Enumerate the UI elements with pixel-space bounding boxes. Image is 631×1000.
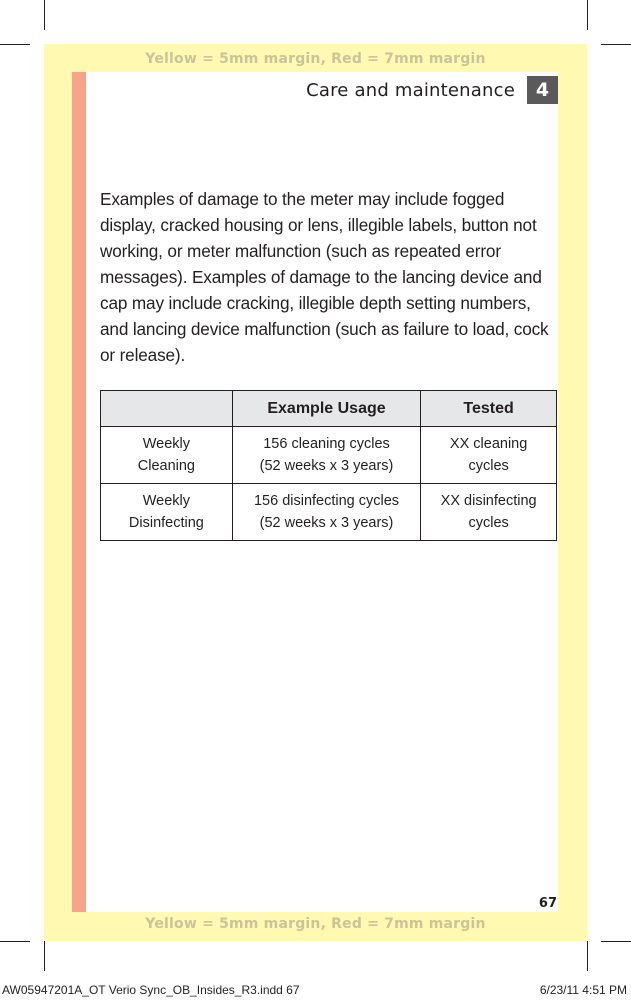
table-header-cell: Tested (421, 391, 557, 427)
cell-line: 156 disinfecting cycles (253, 493, 400, 509)
crop-mark (587, 941, 588, 971)
crop-mark (587, 0, 588, 30)
crop-mark (0, 44, 30, 45)
table-row (101, 484, 557, 541)
page-number: 67 (538, 896, 557, 911)
chapter-badge: 4 (527, 76, 558, 104)
margin-guide-label-top: Yellow = 5mm margin, Red = 7mm margin (145, 51, 486, 67)
table-cell-usage (232, 427, 420, 484)
crop-mark (44, 0, 45, 30)
table-row (101, 427, 557, 484)
cell-line: Weekly (142, 436, 191, 452)
table-header-cell: Example Usage (232, 391, 420, 427)
cell-line: 156 cleaning cycles (263, 436, 390, 452)
cell-line: Disinfecting (128, 515, 204, 531)
table-cell-frequency (101, 484, 233, 541)
cell-line: cycles (468, 515, 509, 531)
table-cell-frequency (101, 427, 233, 484)
cell-line: XX disinfecting (440, 493, 537, 509)
section-header (306, 76, 558, 104)
crop-mark (601, 44, 631, 45)
table-cell-tested (421, 484, 557, 541)
table-header-row (101, 391, 557, 427)
table-cell-tested (421, 427, 557, 484)
print-slug-file: AW05947201A_OT Verio Sync_OB_Insides_R3.indd 67 (2, 983, 300, 997)
crop-mark (0, 941, 30, 942)
crop-mark (44, 941, 45, 971)
body-paragraph: Examples of damage to the meter may include fogged display, cracked housing or lens, illegible labels, button not working, or meter malfunction (such as repeated error messages). Examples of damage to the lancing device and cap may include cracking, illegible depth setting numbers, and lancing device malfunction (such as failure to load, cock or release). (100, 189, 549, 365)
margin-guide-label-bottom: Yellow = 5mm margin, Red = 7mm margin (145, 916, 486, 932)
cell-line: (52 weeks x 3 years) (259, 515, 394, 531)
cell-line: Weekly (142, 493, 191, 509)
section-title: Care and maintenance (306, 79, 515, 101)
usage-table (100, 390, 557, 541)
cell-line: Cleaning (137, 458, 195, 474)
cell-line: XX cleaning (449, 436, 528, 452)
table-header-cell (101, 391, 233, 427)
cell-line: (52 weeks x 3 years) (259, 458, 394, 474)
cell-line: cycles (468, 458, 509, 474)
red-margin-guide (72, 72, 86, 912)
print-slug-date: 6/23/11 4:51 PM (539, 983, 627, 997)
crop-mark (601, 941, 631, 942)
table-cell-usage (232, 484, 420, 541)
